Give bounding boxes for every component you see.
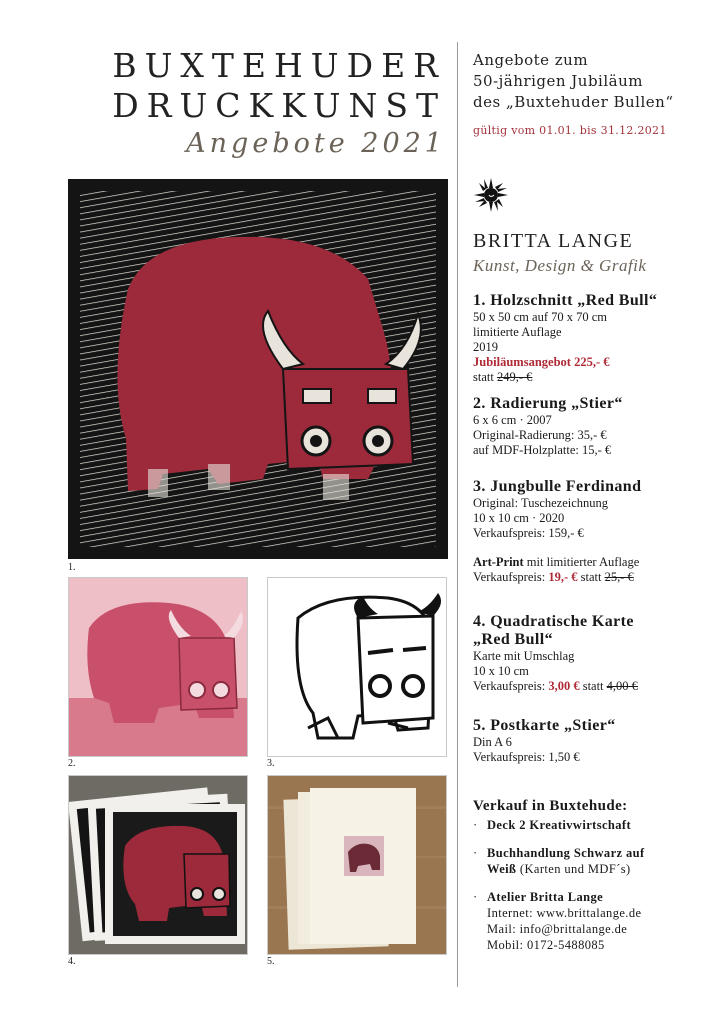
bullet: ·: [473, 890, 478, 904]
art-print-note: mit limitierter Auflage: [523, 555, 640, 569]
item-3-medium: Original: Tuschezeichnung: [473, 496, 609, 510]
item-1-size: 50 x 50 cm auf 70 x 70 cm: [473, 310, 608, 324]
item-1-edition: limitierte Auflage: [473, 325, 562, 339]
caption-4: 4.: [68, 956, 76, 967]
old-price: 25,- €: [604, 570, 634, 584]
item-5-price: Verkaufspreis: 1,50 €: [473, 750, 580, 764]
item-3-art-print-price: [473, 570, 708, 585]
item-5: [473, 717, 708, 765]
postcards-image: [267, 775, 447, 955]
statt-label: statt: [579, 679, 607, 693]
sun-icon: [473, 177, 509, 213]
validity-note: gültig vom 01.01. bis 31.12.2021: [473, 124, 667, 137]
item-5-format: Din A 6: [473, 735, 512, 749]
sales-point-2-name-end: Weiß: [487, 862, 517, 876]
item-5-title: 5. Postkarte „Stier“: [473, 717, 616, 734]
bullet: ·: [473, 846, 478, 860]
column-divider: [457, 42, 458, 987]
sales-section: [473, 798, 708, 953]
sales-title: Verkauf in Buxtehude:: [473, 798, 628, 814]
item-3-title: 3. Jungbulle Ferdinand: [473, 478, 642, 495]
artist-name: BRITTA LANGE: [473, 230, 634, 252]
sales-point-3: [473, 889, 708, 953]
item-3-art-print: [473, 555, 708, 570]
sales-point-2: [473, 845, 708, 877]
item-1-title: 1. Holzschnitt „Red Bull“: [473, 292, 658, 309]
item-1-year: 2019: [473, 340, 498, 354]
item-2-title: 2. Radierung „Stier“: [473, 395, 623, 412]
item-2: [473, 395, 708, 458]
title-line-1: BUXTEHUDER: [112, 46, 446, 85]
statt-label: statt: [577, 570, 605, 584]
item-2-size: 6 x 6 cm · 2007: [473, 413, 552, 427]
sales-point-2-name: Buchhandlung Schwarz auf: [487, 846, 645, 860]
price-label: Verkaufspreis:: [473, 679, 549, 693]
item-2-price-mdf: auf MDF-Holzplatte: 15,- €: [473, 443, 612, 457]
offer-price: 19,- €: [548, 570, 578, 584]
offer-line-2: 50-jährigen Jubiläum: [473, 72, 643, 90]
art-print-label: Art-Print: [473, 555, 524, 569]
old-price: 249,- €: [496, 370, 533, 384]
item-2-price-original: Original-Radierung: 35,- €: [473, 428, 607, 442]
item-4: [473, 613, 708, 694]
item-3-size: 10 x 10 cm · 2020: [473, 511, 565, 525]
caption-5: 5.: [267, 956, 275, 967]
title-line-2: DRUCKKUNST: [112, 86, 446, 125]
caption-1: 1.: [68, 562, 76, 573]
bullet: ·: [473, 818, 478, 832]
ink-drawing-ferdinand-image: [267, 577, 447, 757]
sales-point-1-name: Deck 2 Kreativwirtschaft: [487, 818, 632, 832]
offer-heading: [473, 50, 708, 113]
item-1: [473, 292, 708, 385]
sales-point-1: [473, 817, 708, 833]
offer-line-1: Angebote zum: [473, 51, 589, 69]
statt-label: statt: [473, 370, 494, 384]
email-link[interactable]: Mail: info@brittalange.de: [487, 922, 628, 936]
website-link[interactable]: Internet: www.brittalange.de: [487, 906, 642, 920]
price-label: Verkaufspreis:: [473, 570, 549, 584]
artist-tagline: Kunst, Design & Grafik: [473, 256, 647, 275]
old-price: 4,00 €: [606, 679, 638, 693]
offer-price: 3,00 €: [548, 679, 580, 693]
woodcut-red-bull-image: [68, 179, 448, 559]
item-4-title-2: „Red Bull“: [473, 631, 554, 648]
item-4-size: 10 x 10 cm: [473, 664, 529, 678]
caption-2: 2.: [68, 758, 76, 769]
square-cards-image: [68, 775, 248, 955]
caption-3: 3.: [267, 758, 275, 769]
item-1-offer-price: Jubiläumsangebot 225,- €: [473, 355, 610, 369]
sales-point-3-name: Atelier Britta Lange: [487, 890, 604, 904]
sales-point-2-note: (Karten und MDF´s): [516, 862, 631, 876]
etching-stier-image: [68, 577, 248, 757]
offer-line-3: des „Buxtehuder Bullen“: [473, 93, 674, 111]
item-4-price: [473, 679, 708, 694]
item-3-price: Verkaufspreis: 159,- €: [473, 526, 584, 540]
item-1-old-price-line: [473, 370, 708, 385]
item-3: [473, 478, 708, 585]
subtitle: Angebote 2021: [186, 128, 446, 159]
item-4-desc: Karte mit Umschlag: [473, 649, 575, 663]
phone-number: Mobil: 0172-5488085: [487, 938, 605, 952]
item-4-title: 4. Quadratische Karte: [473, 613, 634, 630]
